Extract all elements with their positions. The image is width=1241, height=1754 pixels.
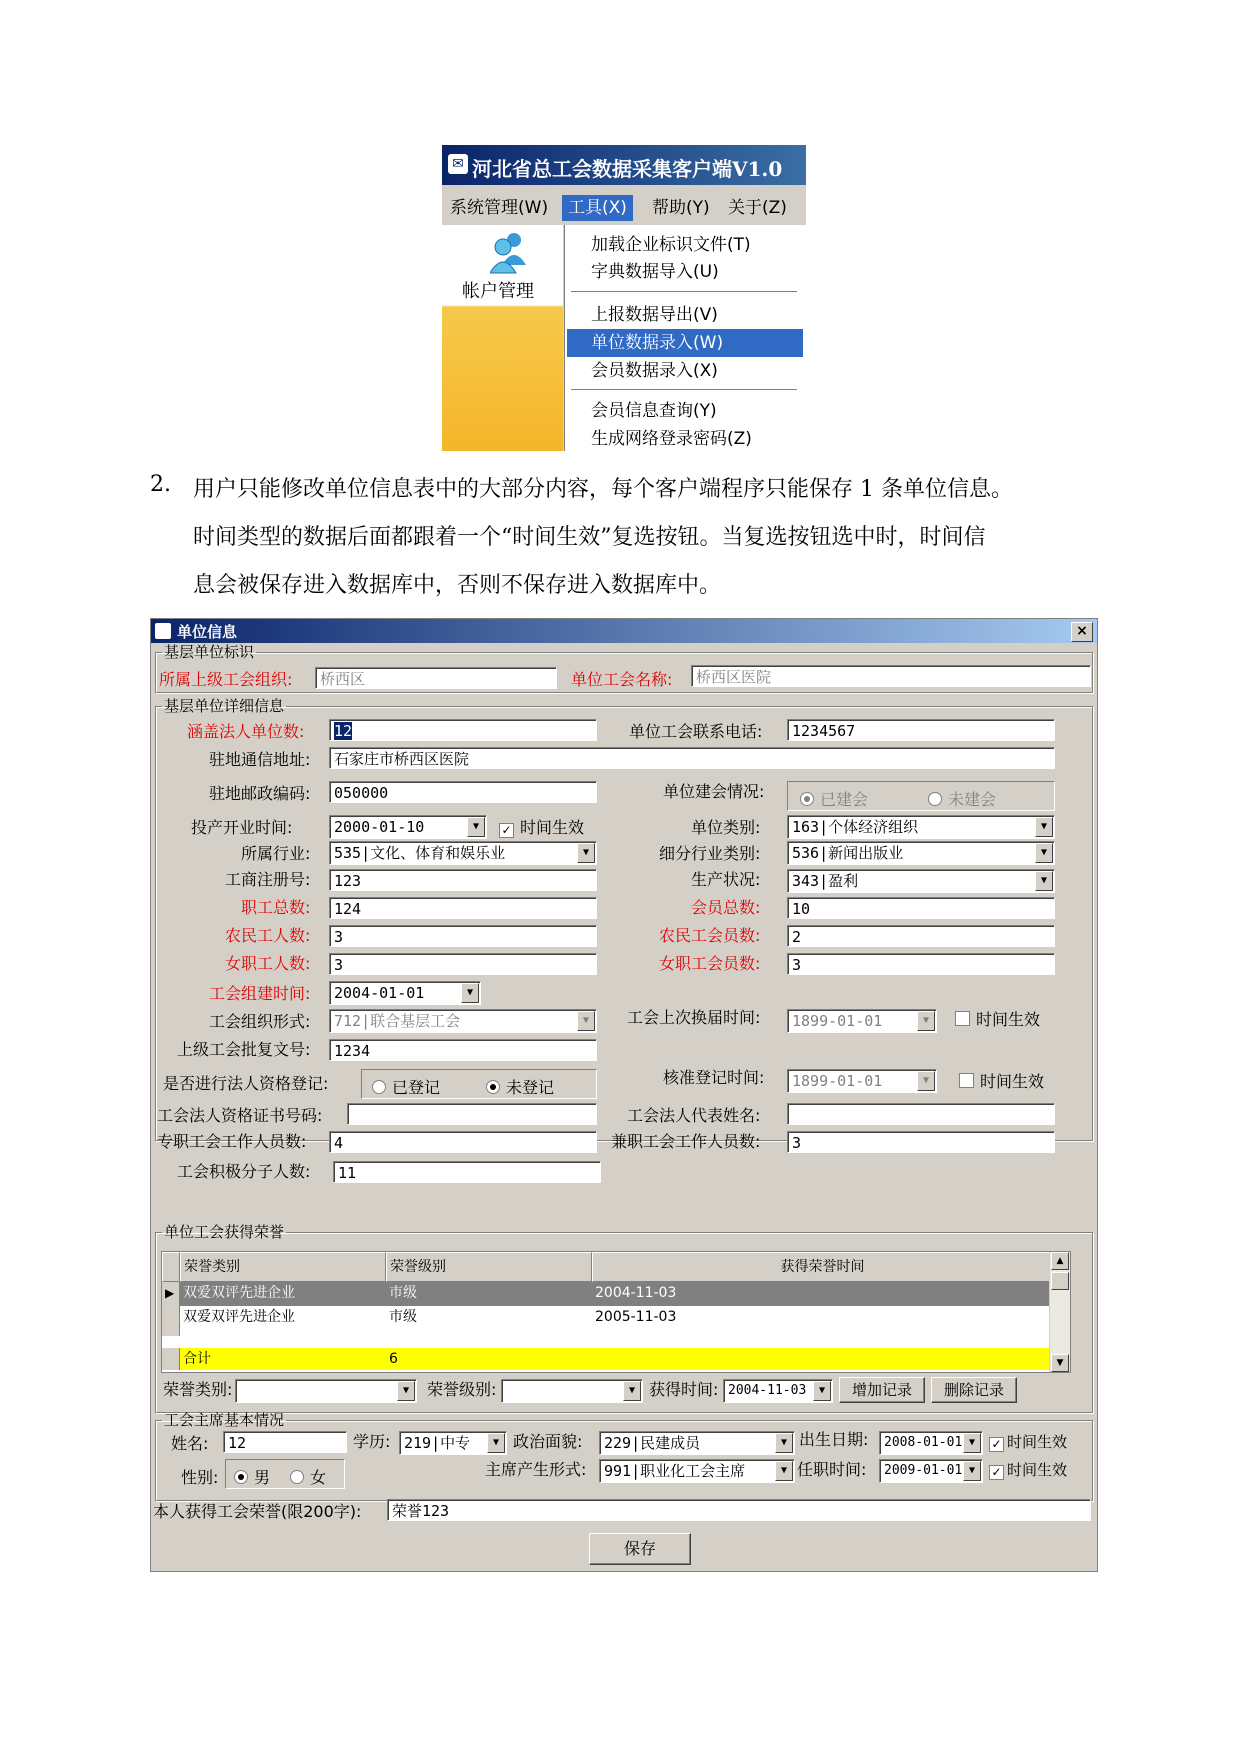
open-time-label: 投产开业时间:: [191, 818, 293, 837]
radio-icon: [928, 792, 942, 806]
save-button[interactable]: 保存: [589, 1533, 691, 1565]
rep-field[interactable]: [787, 1103, 1055, 1125]
menu-separator: [571, 389, 797, 390]
open-time-value: 2000-01-10: [334, 818, 425, 836]
radio-icon: [290, 1470, 304, 1484]
industry-select[interactable]: [329, 841, 597, 865]
radio-icon: [486, 1080, 500, 1094]
chevron-down-icon[interactable]: ▼: [397, 1381, 415, 1401]
delete-record-button[interactable]: 删除记录: [931, 1377, 1017, 1403]
verify-time-label: 核准登记时间:: [663, 1068, 765, 1087]
prod-value: 343|盈利: [792, 872, 859, 890]
table-cell: 2004-11-03: [595, 1285, 677, 1301]
edu-select[interactable]: [399, 1431, 507, 1455]
founded-status-group: [787, 781, 1055, 811]
menu-help[interactable]: 帮助(Y): [652, 198, 710, 218]
time-effective-text: 时间生效: [1007, 1461, 1068, 1479]
chevron-down-icon[interactable]: ▼: [917, 1011, 935, 1031]
check-icon: ✓: [989, 1437, 1004, 1452]
union-time-picker[interactable]: [329, 981, 481, 1005]
chevron-down-icon[interactable]: ▼: [623, 1381, 641, 1401]
gender-label: 性别:: [181, 1468, 219, 1487]
org-form-label: 工会组织形式:: [209, 1012, 311, 1031]
total-value: 6: [389, 1351, 398, 1367]
menu-tools[interactable]: 工具(X): [562, 195, 633, 221]
legal-reg-no-option[interactable]: [486, 1075, 554, 1098]
verify-time-effective-checkbox[interactable]: [959, 1069, 1044, 1092]
address-field[interactable]: 石家庄市桥西区医院: [329, 747, 1055, 769]
parent-org-label: 所属上级工会组织:: [159, 670, 293, 689]
honor-level-select[interactable]: [501, 1379, 643, 1403]
founded-yes-text: 已建会: [820, 790, 869, 809]
checkbox-icon: [955, 1011, 970, 1026]
menu-about[interactable]: 关于(Z): [728, 198, 787, 218]
unit-type-select[interactable]: [787, 815, 1055, 839]
chair-form-value: 991|职业化工会主席: [604, 1462, 746, 1480]
chair-name-label: 姓名:: [171, 1434, 209, 1453]
group-legend: 单位工会获得荣誉: [164, 1223, 285, 1241]
menu-window-title: 河北省总工会数据采集客户端V1.0: [472, 157, 783, 181]
sidebar: [442, 225, 563, 451]
founded-no-text: 未建会: [948, 790, 997, 809]
zip-label: 驻地邮政编码:: [209, 784, 311, 803]
honors-grid: [161, 1251, 1071, 1373]
unit-type-label: 单位类别:: [691, 818, 761, 837]
last-term-value: 1899-01-01: [792, 1012, 883, 1030]
legal-units-label: 涵盖法人单位数:: [187, 722, 305, 741]
chevron-down-icon[interactable]: ▼: [577, 1011, 595, 1031]
last-term-effective-checkbox[interactable]: [955, 1007, 1040, 1030]
birth-label: 出生日期:: [799, 1430, 869, 1449]
legal-reg-yes-option[interactable]: [372, 1075, 440, 1098]
female-members-field[interactable]: 3: [787, 953, 1055, 975]
migrant-members-label: 农民工会员数:: [659, 926, 761, 945]
zip-field[interactable]: 050000: [329, 781, 597, 803]
term-label: 任职时间:: [797, 1460, 867, 1479]
time-effective-text: 时间生效: [1007, 1433, 1068, 1451]
union-name-label: 单位工会名称:: [571, 670, 673, 689]
unit-info-dialog: [150, 618, 1098, 1572]
menu-window-titlebar: [442, 145, 806, 185]
chevron-down-icon[interactable]: ▼: [917, 1071, 935, 1091]
scroll-down-icon[interactable]: ▼: [1051, 1354, 1069, 1372]
reg-label: 工商注册号:: [225, 870, 311, 889]
sub-industry-select[interactable]: [787, 841, 1055, 865]
gender-group: [225, 1459, 345, 1489]
table-cell[interactable]: 双爱双评先进企业: [183, 1309, 295, 1325]
radio-icon: [234, 1470, 248, 1484]
check-icon: ✓: [989, 1465, 1004, 1480]
parttime-field[interactable]: 3: [787, 1131, 1055, 1153]
chair-form-select[interactable]: [599, 1459, 795, 1483]
honor-type-label: 荣誉类别:: [163, 1380, 233, 1399]
group-legend: 工会主席基本情况: [164, 1411, 285, 1429]
group-legend: 基层单位详细信息: [164, 697, 285, 715]
dialog-title: 单位信息: [177, 623, 238, 641]
party-value: 229|民建成员: [604, 1434, 701, 1452]
menu-separator: [571, 291, 797, 292]
staff-label: 职工总数:: [241, 898, 311, 917]
legal-units-value: 12: [334, 722, 353, 740]
approval-label: 上级工会批复文号:: [177, 1040, 311, 1059]
table-cell: 市级: [389, 1285, 417, 1301]
row-header: [162, 1306, 180, 1336]
check-icon: ✓: [499, 823, 514, 838]
menubar: [442, 193, 806, 223]
time-effective-text: 时间生效: [980, 1072, 1045, 1091]
term-value: 2009-01-01: [884, 1463, 963, 1478]
grid-scrollbar[interactable]: [1049, 1252, 1070, 1372]
paragraph-line-2: 时间类型的数据后面都跟着一个“时间生效”复选按钮。当复选按钮选中时，时间信: [193, 525, 986, 550]
birth-effective-checkbox[interactable]: [989, 1431, 1067, 1452]
tools-dropdown: [564, 225, 807, 451]
parttime-label: 兼职工会工作人员数:: [611, 1132, 761, 1151]
gender-female-text: 女: [310, 1468, 327, 1487]
row-header: [162, 1348, 180, 1370]
chevron-down-icon[interactable]: ▼: [461, 983, 479, 1003]
menu-item-member-query[interactable]: 会员信息查询(Y): [591, 401, 717, 421]
open-time-effective-checkbox[interactable]: [499, 815, 584, 838]
honor-date-value: 2004-11-03: [728, 1383, 807, 1398]
rep-label: 工会法人代表姓名:: [627, 1106, 761, 1125]
org-form-select[interactable]: [329, 1009, 597, 1033]
birth-picker[interactable]: [879, 1431, 983, 1455]
cert-field[interactable]: [347, 1103, 597, 1125]
term-picker[interactable]: [879, 1459, 983, 1483]
chevron-down-icon[interactable]: ▼: [577, 843, 595, 863]
chevron-down-icon[interactable]: ▼: [963, 1461, 981, 1481]
group-legend: 基层单位标识: [164, 643, 255, 661]
female-field[interactable]: 3: [329, 953, 597, 975]
activist-field[interactable]: 11: [333, 1161, 601, 1183]
prod-label: 生产状况:: [691, 870, 761, 889]
time-effective-text: 时间生效: [976, 1010, 1041, 1029]
menu-item-gen-password[interactable]: 生成网络登录密码(Z): [591, 429, 752, 449]
menu-item-dict-import[interactable]: 字典数据导入(U): [591, 262, 719, 282]
add-record-button[interactable]: 增加记录: [839, 1377, 925, 1403]
menu-item-unit-entry[interactable]: 单位数据录入(W): [567, 329, 803, 357]
radio-icon: [800, 792, 814, 806]
paragraph-line-3: 息会被保存进入数据库中，否则不保存进入数据库中。: [193, 573, 722, 598]
grid-header-date[interactable]: 获得荣誉时间: [592, 1252, 1050, 1282]
chevron-down-icon[interactable]: ▼: [775, 1461, 793, 1481]
menu-window: [442, 145, 806, 451]
gender-male-option[interactable]: [234, 1465, 270, 1488]
term-effective-checkbox[interactable]: [989, 1459, 1067, 1480]
last-term-label: 工会上次换届时间:: [627, 1008, 761, 1027]
fulltime-label: 专职工会工作人员数:: [157, 1132, 307, 1151]
legal-reg-yes-text: 已登记: [392, 1078, 441, 1097]
reg-field[interactable]: 123: [329, 869, 597, 891]
verify-time-value: 1899-01-01: [792, 1072, 883, 1090]
approval-field[interactable]: 1234: [329, 1039, 597, 1061]
staff-field[interactable]: 124: [329, 897, 597, 919]
founded-no-option[interactable]: [928, 787, 996, 810]
paragraph-line-1: 用户只能修改单位信息表中的大部分内容，每个客户端程序只能保存 1 条单位信息。: [193, 477, 1013, 502]
menu-item-report-export[interactable]: 上报数据导出(V): [591, 305, 718, 325]
time-effective-text: 时间生效: [520, 818, 585, 837]
union-time-label: 工会组建时间:: [209, 984, 311, 1003]
union-name-field[interactable]: 桥西区医院: [691, 665, 1091, 687]
verify-time-picker[interactable]: [787, 1069, 937, 1093]
address-label: 驻地通信地址:: [209, 750, 311, 769]
close-icon[interactable]: ×: [1071, 622, 1093, 642]
chevron-down-icon[interactable]: ▼: [775, 1433, 793, 1453]
menu-system[interactable]: 系统管理(W): [450, 198, 549, 218]
menu-item-load-file[interactable]: 加载企业标识文件(T): [591, 235, 751, 255]
menu-item-member-entry[interactable]: 会员数据录入(X): [591, 361, 718, 381]
paragraph-number: 2.: [150, 472, 171, 497]
phone-field[interactable]: 1234567: [787, 719, 1055, 741]
legal-reg-group: [361, 1069, 597, 1099]
open-time-picker[interactable]: [329, 815, 487, 839]
chair-name-field[interactable]: 12: [223, 1431, 347, 1453]
female-label: 女职工人数:: [225, 954, 311, 973]
grid-header-type[interactable]: 荣誉类别: [180, 1252, 386, 1282]
edu-value: 219|中专: [404, 1434, 471, 1452]
union-time-value: 2004-01-01: [334, 984, 425, 1002]
activist-label: 工会积极分子人数:: [177, 1162, 311, 1181]
chevron-down-icon[interactable]: ▼: [813, 1381, 831, 1401]
migrant-members-field[interactable]: 2: [787, 925, 1055, 947]
grid-header-level[interactable]: 荣誉级别: [386, 1252, 592, 1282]
app-icon: ✉: [448, 154, 468, 174]
gender-female-option[interactable]: [290, 1465, 326, 1488]
honor-type-select[interactable]: [235, 1379, 417, 1403]
legal-reg-no-text: 未登记: [506, 1078, 555, 1097]
migrant-label: 农民工人数:: [225, 926, 311, 945]
chevron-down-icon[interactable]: ▼: [467, 817, 485, 837]
migrant-field[interactable]: 3: [329, 925, 597, 947]
chevron-down-icon[interactable]: ▼: [1035, 843, 1053, 863]
legal-units-field[interactable]: [329, 719, 597, 741]
total-label: 合计: [183, 1351, 211, 1367]
chevron-down-icon[interactable]: ▼: [1035, 817, 1053, 837]
table-cell[interactable]: 市级: [389, 1309, 417, 1325]
scroll-up-icon[interactable]: ▲: [1051, 1252, 1069, 1270]
personal-honor-label: 本人获得工会荣誉(限200字):: [153, 1502, 362, 1521]
last-term-picker[interactable]: [787, 1009, 937, 1033]
org-form-value: 712|联合基层工会: [334, 1012, 461, 1030]
scroll-thumb[interactable]: [1051, 1272, 1069, 1290]
founded-status-label: 单位建会情况:: [663, 782, 765, 801]
grid-corner: [162, 1252, 180, 1282]
fulltime-field[interactable]: 4: [329, 1131, 597, 1153]
personal-honor-field[interactable]: 荣誉123: [387, 1499, 1091, 1521]
members-field[interactable]: 10: [787, 897, 1055, 919]
prod-select[interactable]: [787, 869, 1055, 893]
parent-org-field[interactable]: 桥西区: [315, 667, 557, 689]
cert-label: 工会法人资格证书号码:: [157, 1106, 323, 1125]
honor-level-label: 荣誉级别:: [427, 1380, 497, 1399]
chair-form-label: 主席产生形式:: [485, 1460, 587, 1479]
chevron-down-icon[interactable]: ▼: [487, 1433, 505, 1453]
party-label: 政治面貌:: [513, 1432, 583, 1451]
app-icon: [155, 623, 171, 639]
row-pointer-icon: ▶: [162, 1282, 180, 1306]
sub-industry-value: 536|新闻出版业: [792, 844, 904, 862]
sub-industry-label: 细分行业类别:: [659, 844, 761, 863]
members-label: 会员总数:: [691, 898, 761, 917]
chevron-down-icon[interactable]: ▼: [963, 1433, 981, 1453]
industry-label: 所属行业:: [241, 844, 311, 863]
female-members-label: 女职工会员数:: [659, 954, 761, 973]
table-cell: 双爱双评先进企业: [183, 1285, 295, 1301]
phone-label: 单位工会联系电话:: [629, 722, 763, 741]
checkbox-icon: [959, 1073, 974, 1088]
party-select[interactable]: [599, 1431, 795, 1455]
birth-value: 2008-01-01: [884, 1435, 963, 1450]
gender-male-text: 男: [254, 1468, 271, 1487]
legal-reg-label: 是否进行法人资格登记:: [163, 1074, 329, 1093]
honor-date-label: 获得时间:: [649, 1380, 719, 1399]
radio-icon: [372, 1080, 386, 1094]
dialog-titlebar: [151, 619, 1097, 643]
chevron-down-icon[interactable]: ▼: [1035, 871, 1053, 891]
sidebar-account-label[interactable]: 帐户管理: [462, 281, 534, 302]
table-cell[interactable]: 2005-11-03: [595, 1309, 677, 1325]
users-icon[interactable]: [490, 231, 526, 275]
founded-yes-option[interactable]: [800, 787, 868, 810]
honor-date-picker[interactable]: [723, 1379, 833, 1403]
edu-label: 学历:: [353, 1432, 391, 1451]
unit-type-value: 163|个体经济组织: [792, 818, 919, 836]
industry-value: 535|文化、体育和娱乐业: [334, 844, 506, 862]
